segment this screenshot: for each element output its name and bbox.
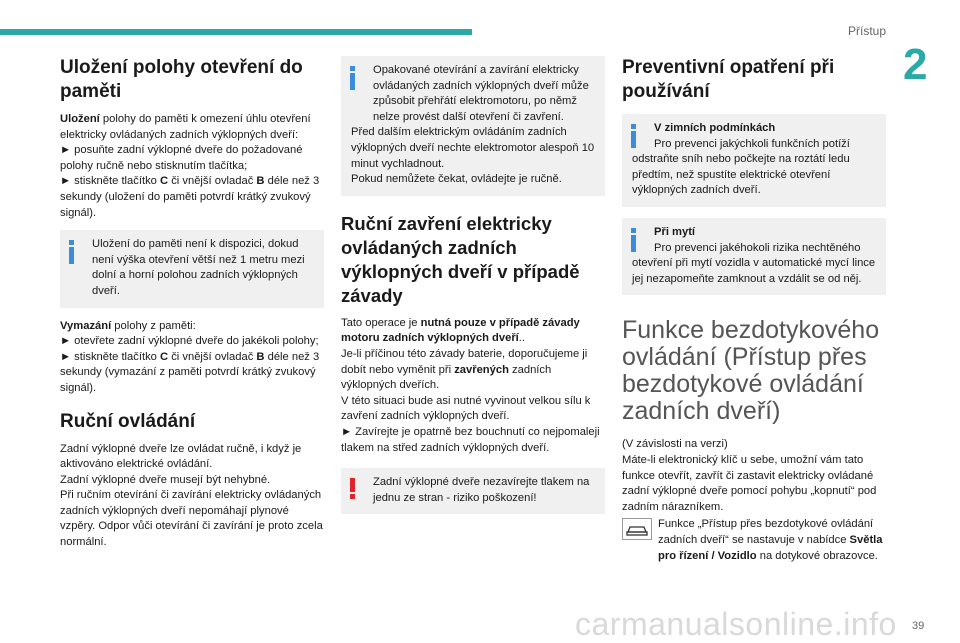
info-note: Uložení do paměti není k dispozici, dokud není výška otevření větší než 1 metru mezi dolní a horní polohou zadních výklopných dveří.	[60, 230, 324, 307]
paragraph: V této situaci bude asi nutné vyvinout velkou sílu k zavření zadních výklopných dveří.	[341, 394, 591, 423]
paragraph: Máte-li elektronický klíč u sebe, umožní vám tato funkce otevřít, zavřít či zastavit elektricky ovládané zadní výklopné dveře pomocí pohybu „kopnutí“ pod zadním nárazníkem.	[622, 453, 877, 513]
paragraph: (V závislosti na verzi)	[622, 438, 728, 451]
info-icon	[350, 66, 355, 90]
paragraph: Zadní výklopné dveře lze ovládat ručně, i když je aktivováno elektrické ovládání.	[60, 442, 302, 471]
page-number: 39	[912, 620, 925, 632]
paragraph: Tato operace je nutná pouze v případě závady motoru zadních výklopných dveří..	[341, 316, 580, 345]
info-note-washing: Při mytí Pro prevenci jakéhokoli rizika nechtěného otevření při mytí vozidla v automatické mycí lince jej nezapomeňte zamknout a vzdálit se od něj.	[622, 218, 886, 295]
paragraph: Při ručním otevírání či zavírání elektricky ovládaných zadních výklopných dveří nepomáhají plynové vzpěry. Odpor vůči otevírání či zavírání je proto zcela normální.	[60, 489, 323, 549]
car-icon	[622, 518, 652, 540]
heading-manual-close: Ruční zavření elektricky ovládaných zadních výklopných dveří v případě závady	[341, 212, 580, 306]
paragraph: Zadní výklopné dveře musejí být nehybné.	[60, 473, 271, 486]
paragraph: Vymazání polohy z paměti:	[60, 319, 196, 332]
warning-icon	[350, 478, 355, 501]
header-accent-bar	[0, 29, 472, 35]
heading-memory-position: Uložení polohy otevření do paměti	[60, 57, 303, 102]
paragraph: Je-li příčinou této závady baterie, doporučujeme ji dobít nebo vyměnit při zavřených zadních výklopných dveřích.	[341, 347, 588, 392]
step: ► stiskněte tlačítko C či vnější ovladač B déle než 3 sekundy (vymazání z paměti potvrdí krátký zvukový signál).	[60, 350, 320, 394]
warning-note: Zadní výklopné dveře nezavírejte tlakem na jednu ze stran - riziko poškození!	[341, 468, 605, 514]
column-3	[622, 56, 886, 564]
section-name: Přístup	[847, 24, 886, 38]
vehicle-setting-row: Funkce „Přístup přes bezdotykové ovládání zadních dveří“ se nastavuje v nabídce Světla pro řízení / Vozidlo na dotykové obrazovce.	[622, 517, 886, 564]
info-icon	[69, 240, 74, 264]
watermark: carmanualsonline.info	[575, 606, 897, 642]
info-icon	[631, 228, 636, 252]
heading-hands-free: Funkce bezdotykového ovládání (Přístup přes bezdotykové ovládání zadních dveří)	[622, 316, 880, 426]
step: ► posuňte zadní výklopné dveře do požadované polohy ručně nebo stisknutím tlačítka;	[60, 144, 303, 172]
step: ► Zavírejte je opatrně bez bouchnutí co nejpomaleji tlakem na střed zadních výklopných dveří.	[341, 425, 600, 454]
paragraph: Uložení polohy do paměti k omezení úhlu otevření elektricky ovládaných zadních výklopných dveří:	[60, 113, 311, 141]
column-1	[60, 56, 324, 551]
heading-manual-operation: Ruční ovládání	[60, 410, 196, 432]
heading-precautions: Preventivní opatření při používání	[622, 57, 835, 102]
chapter-number: 2	[903, 40, 928, 89]
info-note-winter: V zimních podmínkách Pro prevenci jakýchkoli funkčních potíží odstraňte sníh nebo počkejte na roztátí ledu předtím, než spustíte elektrické otevření výklopných zadních dveří.	[622, 114, 886, 207]
step: ► otevřete zadní výklopné dveře do jakékoli polohy;	[60, 335, 319, 348]
step: ► stiskněte tlačítko C či vnější ovladač B déle než 3 sekundy (uložení do paměti potvrdí krátký zvukový signál).	[60, 175, 320, 219]
info-icon	[631, 124, 636, 148]
info-note: Opakované otevírání a zavírání elektricky ovládaných zadních výklopných dveří může způsobit přehřátí elektromotoru, po němž nelze provést další otevření či zavření. Před dalším elektrickým ovládáním zadních výklopných dveří nechte elektromotor alespoň 10 minut vychladnout. Pokud nemůžete čekat, ovládejte je ručně.	[341, 56, 605, 196]
column-2	[341, 56, 605, 525]
